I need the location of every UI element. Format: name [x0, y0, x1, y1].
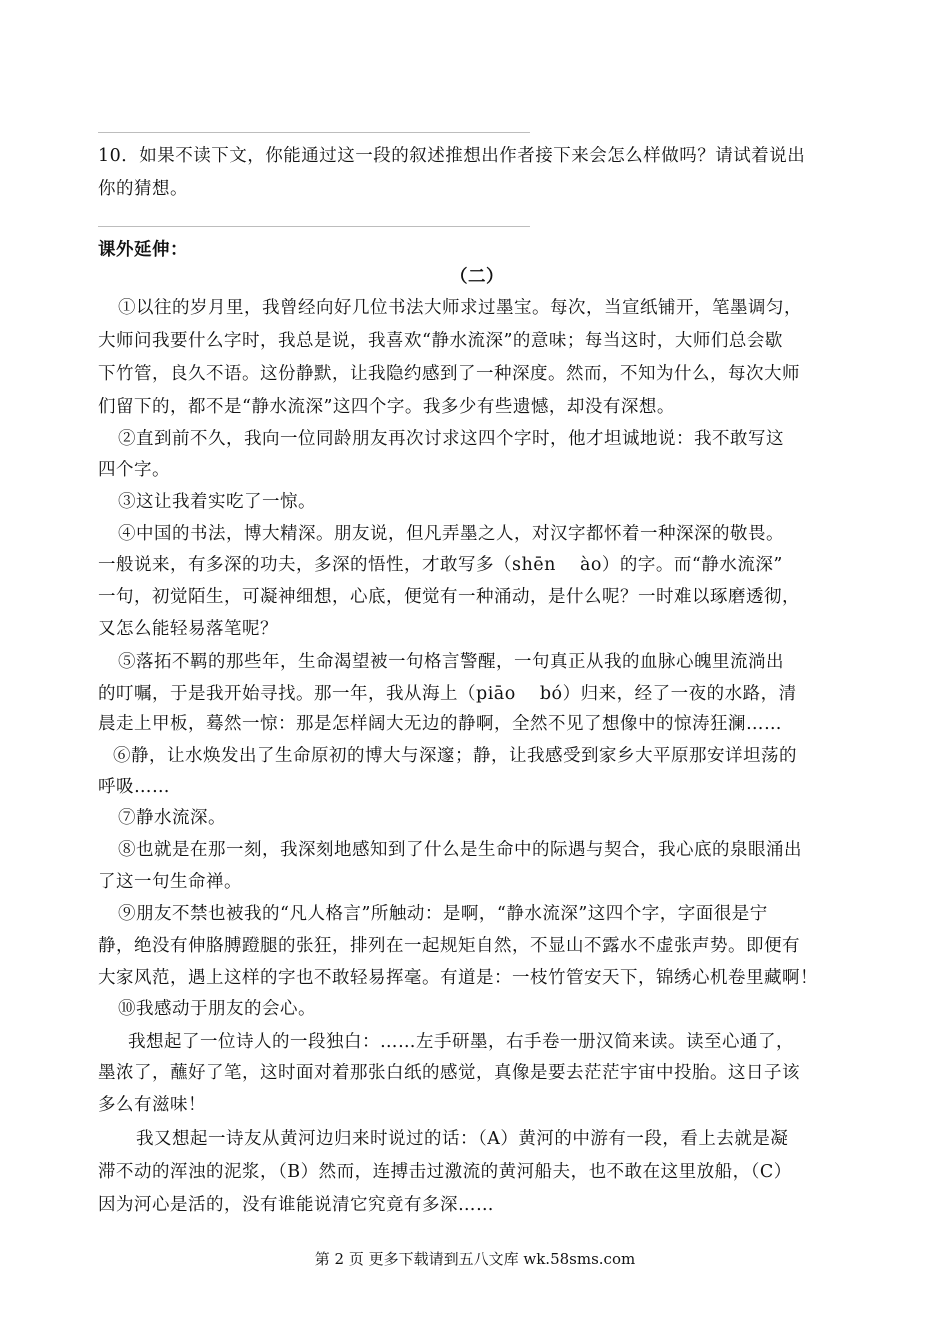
- passage-line: 我又想起一诗友从黄河边归来时说过的话：（A）黄河的中游有一段，看上去就是凝: [136, 1129, 789, 1149]
- passage-line: ⑧也就是在那一刻，我深刻地感知到了什么是生命中的际遇与契合，我心底的泉眼涌出: [118, 840, 802, 860]
- passage-line: 我想起了一位诗人的一段独白：……左手研墨，右手卷一册汉简来读。读至心通了，: [128, 1032, 794, 1052]
- answer-line: [98, 226, 530, 227]
- passage-line: 多么有滋味！: [98, 1095, 206, 1115]
- question-10-line-2: 你的猜想。: [98, 179, 188, 199]
- passage-line: 四个字。: [98, 460, 170, 480]
- passage-line: 的叮嘱，于是我开始寻找。那一年，我从海上（piāo bó）归来，经了一夜的水路，清: [98, 684, 797, 704]
- passage-line: ③这让我着实吃了一惊。: [118, 492, 316, 512]
- passage-line: 一句，初觉陌生，可凝神细想，心底，便觉有一种涌动，是什么呢？一时难以琢磨透彻，: [98, 587, 800, 607]
- passage-line: 大家风范，遇上这样的字也不敢轻易挥毫。有道是：一枝竹管安天下，锦绣心机卷里藏啊！: [98, 968, 818, 988]
- passage-line: 下竹管，良久不语。这份静默，让我隐约感到了一种深度。然而，不知为什么，每次大师: [98, 364, 800, 384]
- passage-line: ②直到前不久，我向一位同龄朋友再次讨求这四个字时，他才坦诚地说：我不敢写这: [118, 429, 784, 449]
- question-10-line-1: 10．如果不读下文，你能通过这一段的叙述推想出作者接下来会怎么样做吗？请试着说出: [98, 146, 806, 166]
- passage-line: 晨走上甲板，蓦然一惊：那是怎样阔大无边的静啊，全然不见了想像中的惊涛狂澜……: [98, 714, 782, 734]
- page-footer: 第 2 页 更多下载请到五八文库 wk.58sms.com: [314, 1250, 636, 1268]
- passage-line: ⑤落拓不羁的那些年，生命渴望被一句格言警醒，一句真正从我的血脉心魄里流淌出: [118, 652, 784, 672]
- passage-line: 静，绝没有伸胳膊蹬腿的张狂，排列在一起规矩自然，不显山不露水不虚张声势。即便有: [98, 936, 800, 956]
- passage-title: （二）: [450, 267, 504, 287]
- passage-line: 因为河心是活的，没有谁能说清它究竟有多深……: [98, 1195, 494, 1215]
- passage-line: ⑩我感动于朋友的会心。: [118, 999, 316, 1019]
- passage-line: 滞不动的浑浊的泥浆，（B）然而，连搏击过激流的黄河船夫，也不敢在这里放船，（C）: [98, 1162, 792, 1182]
- passage-line: 一般说来，有多深的功夫，多深的悟性，才敢写多（shēn ào）的字。而“静水流深”: [98, 555, 783, 575]
- passage-line: ④中国的书法，博大精深。朋友说，但凡弄墨之人，对汉字都怀着一种深深的敬畏。: [118, 524, 784, 544]
- section-heading: 课外延伸：: [98, 240, 188, 260]
- passage-line: ⑦静水流深。: [118, 808, 226, 828]
- passage-line: ①以往的岁月里，我曾经向好几位书法大师求过墨宝。每次，当宣纸铺开，笔墨调匀，: [118, 298, 802, 318]
- passage-line: 大师问我要什么字时，我总是说，我喜欢“静水流深”的意味；每当这时，大师们总会歇: [98, 331, 783, 351]
- passage-line: 了这一句生命禅。: [98, 872, 242, 892]
- answer-line: [98, 132, 530, 133]
- passage-line: 呼吸……: [98, 777, 170, 797]
- passage-line: ⑥静，让水焕发出了生命原初的博大与深邃；静，让我感受到家乡大平原那安详坦荡的: [113, 746, 797, 766]
- passage-line: 们留下的，都不是“静水流深”这四个字。我多少有些遗憾，却没有深想。: [98, 397, 675, 417]
- passage-line: ⑨朋友不禁也被我的“凡人格言”所触动：是啊，“静水流深”这四个字，字面很是宁: [118, 904, 768, 924]
- passage-line: 墨浓了，蘸好了笔，这时面对着那张白纸的感觉，真像是要去茫茫宇宙中投胎。这日子该: [98, 1063, 800, 1083]
- passage-line: 又怎么能轻易落笔呢？: [98, 619, 278, 639]
